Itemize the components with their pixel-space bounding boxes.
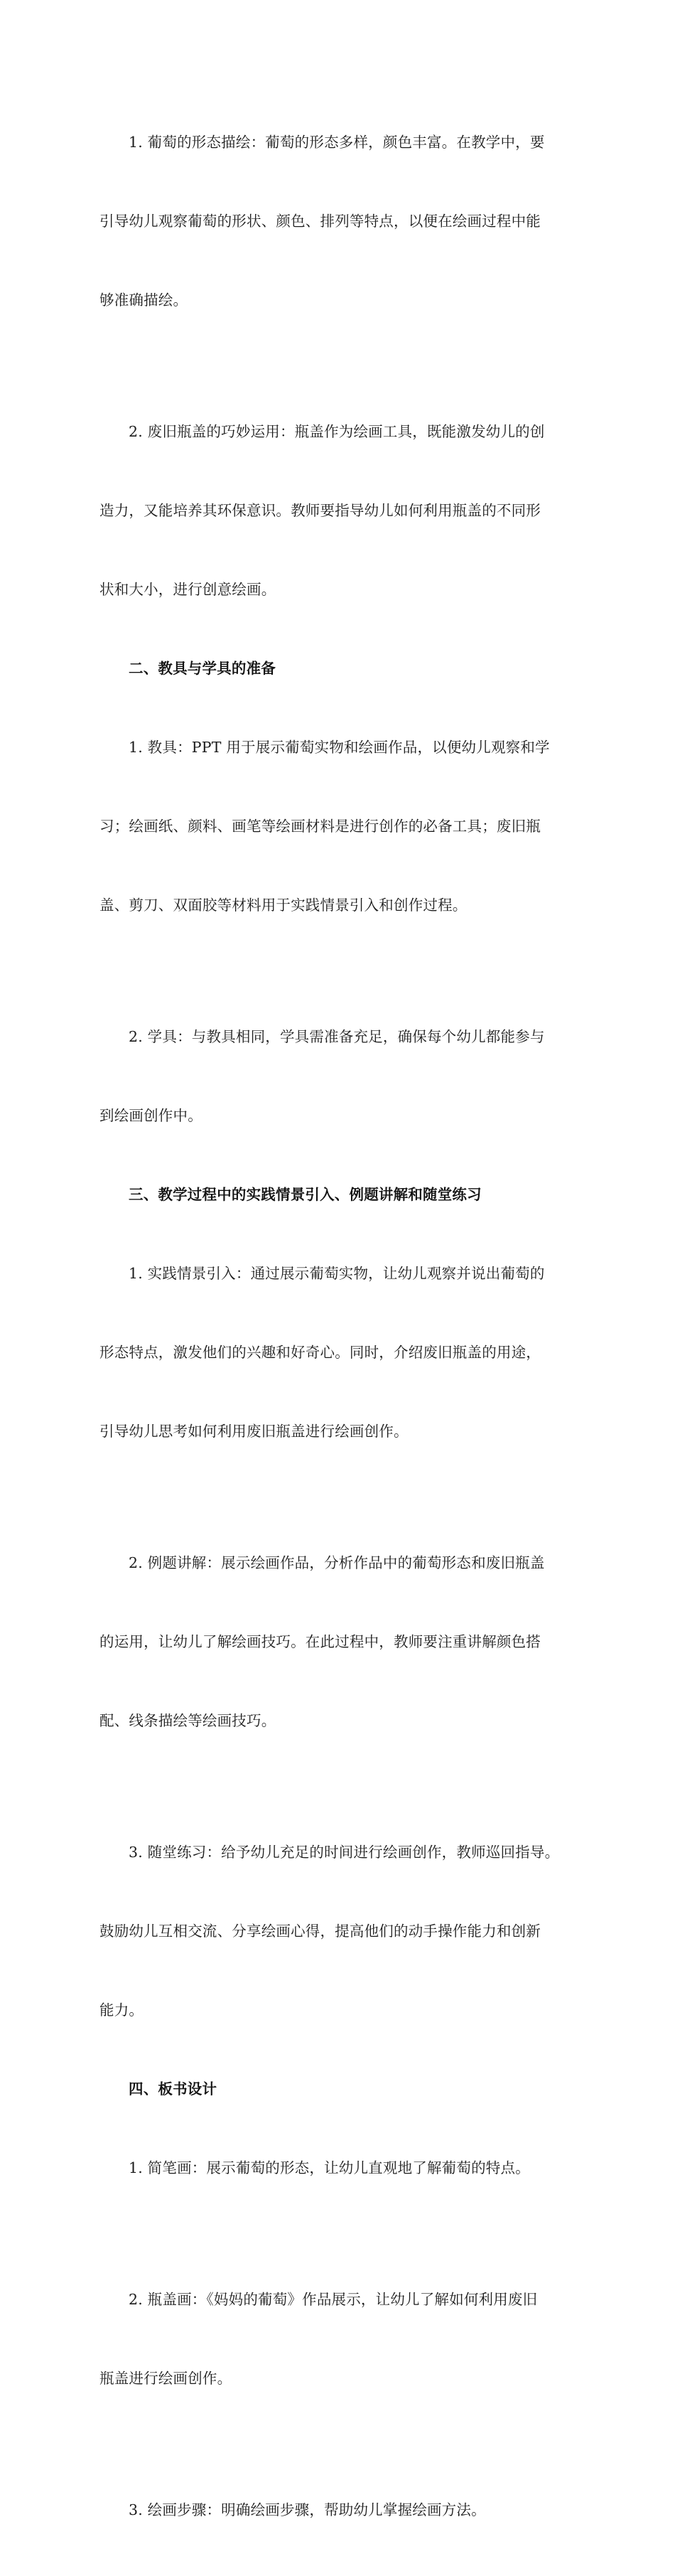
- text-line: 够准确描绘。: [99, 292, 188, 309]
- paragraph: [99, 2444, 576, 2576]
- paragraph: [99, 682, 576, 971]
- text-line: 3. 随堂练习：给予幼儿充足的时间进行绘画创作，教师巡回指导。: [129, 1844, 560, 1861]
- paragraph: [99, 77, 576, 366]
- section-heading: [99, 656, 576, 682]
- text-line: 能力。: [99, 2002, 144, 2019]
- text-line: 1. 教具：PPT 用于展示葡萄实物和绘画作品，以便幼儿观察和学: [129, 739, 550, 756]
- text-line: 的运用，让幼儿了解绘画技巧。在此过程中，教师要注重讲解颜色搭: [99, 1633, 541, 1650]
- text-line: 2. 瓶盖画：《妈妈的葡萄》作品展示，让幼儿了解如何利用废旧: [129, 2291, 538, 2308]
- paragraph: [99, 1497, 576, 1787]
- text-line: 1. 葡萄的形态描绘：葡萄的形态多样，颜色丰富。在教学中，要: [129, 134, 545, 151]
- text-line: 状和大小，进行创意绘画。: [99, 581, 276, 598]
- paragraph: [99, 1208, 576, 1497]
- paragraph: [99, 1787, 576, 2076]
- text-line: 鼓励幼儿互相交流、分享绘画心得，提高他们的动手操作能力和创新: [99, 1923, 541, 1940]
- heading-text: 二、教具与学具的准备: [129, 660, 276, 677]
- text-line: 3. 绘画步骤：明确绘画步骤，帮助幼儿掌握绘画方法。: [129, 2501, 486, 2518]
- text-line: 到绘画创作中。: [99, 1107, 202, 1124]
- text-line: 形态特点，激发他们的兴趣和好奇心。同时，介绍废旧瓶盖的用途，: [99, 1344, 541, 1361]
- text-line: 盖、剪刀、双面胶等材料用于实践情景引入和创作过程。: [99, 897, 468, 914]
- section-heading: [99, 1182, 576, 1208]
- heading-text: 三、教学过程中的实践情景引入、例题讲解和随堂练习: [129, 1186, 482, 1203]
- heading-text: 四、板书设计: [129, 2080, 217, 2097]
- text-line: 2. 学具：与教具相同，学具需准备充足，确保每个幼儿都能参与: [129, 1028, 545, 1045]
- paragraph: [99, 971, 576, 1182]
- paragraph: [99, 2102, 576, 2234]
- text-line: 2. 例题讲解：展示绘画作品，分析作品中的葡萄形态和废旧瓶盖: [129, 1554, 545, 1571]
- text-line: 习；绘画纸、颜料、画笔等绘画材料是进行创作的必备工具；废旧瓶: [99, 818, 541, 835]
- document-body: [99, 77, 576, 2576]
- section-heading: [99, 2076, 576, 2102]
- text-line: 造力，又能培养其环保意识。教师要指导幼儿如何利用瓶盖的不同形: [99, 502, 541, 519]
- text-line: 1. 实践情景引入：通过展示葡萄实物，让幼儿观察并说出葡萄的: [129, 1265, 545, 1282]
- text-line: 引导幼儿观察葡萄的形状、颜色、排列等特点，以便在绘画过程中能: [99, 213, 541, 230]
- text-line: 配、线条描绘等绘画技巧。: [99, 1712, 276, 1729]
- text-line: 2. 废旧瓶盖的巧妙运用：瓶盖作为绘画工具，既能激发幼儿的创: [129, 423, 545, 440]
- paragraph: [99, 2234, 576, 2444]
- paragraph: [99, 366, 576, 656]
- text-line: 瓶盖进行绘画创作。: [99, 2370, 232, 2387]
- text-line: 引导幼儿思考如何利用废旧瓶盖进行绘画创作。: [99, 1423, 409, 1440]
- text-line: 1. 简笔画：展示葡萄的形态，让幼儿直观地了解葡萄的特点。: [129, 2159, 530, 2176]
